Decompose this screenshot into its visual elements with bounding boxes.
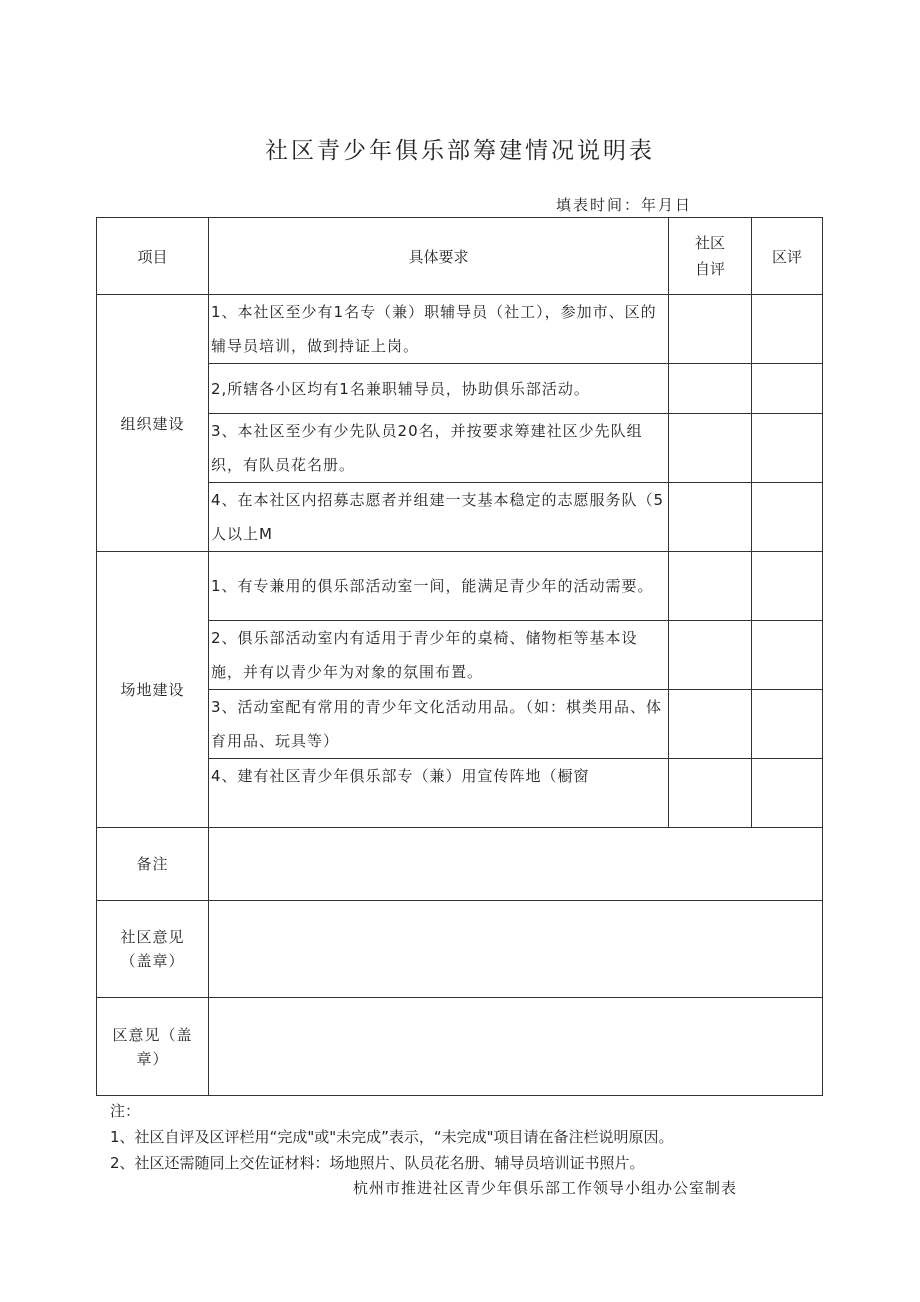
district-opinion-field[interactable] (209, 998, 823, 1096)
requirement-cell: 3、本社区至少有少先队员20名，并按要求筹建社区少先队组织，有队员花名册。 (209, 414, 669, 483)
remark-label: 备注 (97, 828, 209, 901)
header-requirement: 具体要求 (209, 218, 669, 295)
district-eval-cell[interactable] (752, 483, 823, 552)
remark-field[interactable] (209, 828, 823, 901)
requirement-cell: 4、建有社区青少年俱乐部专（兼）用宣传阵地（橱窗 (209, 759, 669, 828)
district-eval-cell[interactable] (752, 759, 823, 828)
note-line-2: 2、社区还需随同上交佐证材料：场地照片、队员花名册、辅导员培训证书照片。 (110, 1154, 645, 1172)
district-eval-cell[interactable] (752, 414, 823, 483)
notes-heading: 注： (110, 1102, 141, 1120)
requirement-cell: 1、有专兼用的俱乐部活动室一间，能满足青少年的活动需要。 (209, 552, 669, 621)
section-name-venue: 场地建设 (97, 552, 209, 828)
self-eval-cell[interactable] (669, 295, 752, 364)
district-opinion-label: 区意见（盖 章） (97, 998, 209, 1096)
notes-section (110, 1098, 674, 1176)
issuer-footer: 杭州市推进社区青少年俱乐部工作领导小组办公室制表 (353, 1179, 738, 1197)
section-name-organization: 组织建设 (97, 295, 209, 552)
self-eval-cell[interactable] (669, 414, 752, 483)
community-opinion-row (97, 901, 823, 998)
self-eval-cell[interactable] (669, 759, 752, 828)
community-opinion-field[interactable] (209, 901, 823, 998)
requirement-cell: 1、本社区至少有1名专（兼）职辅导员（社工），参加市、区的辅导员培训，做到持证上岗。 (209, 295, 669, 364)
header-district-eval: 区评 (752, 218, 823, 295)
requirement-cell: 2,所辖各小区均有1名兼职辅导员，协助俱乐部活动。 (209, 364, 669, 414)
requirement-cell: 3、活动室配有常用的青少年文化活动用品。（如：棋类用品、体育用品、玩具等） (209, 690, 669, 759)
district-eval-cell[interactable] (752, 364, 823, 414)
page-title: 社区青少年俱乐部筹建情况说明表 (265, 138, 655, 164)
self-eval-cell[interactable] (669, 621, 752, 690)
note-line-1: 1、社区自评及区评栏用“完成"或"未完成”表示，“未完成"项目请在备注栏说明原因。 (110, 1128, 674, 1146)
evaluation-table (96, 217, 823, 1096)
requirement-cell: 2、俱乐部活动室内有适用于青少年的桌椅、储物柜等基本设施，并有以青少年为对象的氛围布置。 (209, 621, 669, 690)
community-opinion-label: 社区意见 （盖章） (97, 901, 209, 998)
header-self-eval: 社区 自评 (669, 218, 752, 295)
district-eval-cell[interactable] (752, 621, 823, 690)
district-eval-cell[interactable] (752, 690, 823, 759)
self-eval-cell[interactable] (669, 552, 752, 621)
self-eval-cell[interactable] (669, 690, 752, 759)
self-eval-cell[interactable] (669, 483, 752, 552)
district-opinion-row (97, 998, 823, 1096)
district-eval-cell[interactable] (752, 295, 823, 364)
header-item: 项目 (97, 218, 209, 295)
table-row (97, 552, 823, 621)
fill-time-label: 填表时间：年月日 (556, 196, 693, 214)
table-header-row (97, 218, 823, 295)
district-eval-cell[interactable] (752, 552, 823, 621)
requirement-cell: 4、在本社区内招募志愿者并组建一支基本稳定的志愿服务队（5人以上M (209, 483, 669, 552)
self-eval-cell[interactable] (669, 364, 752, 414)
remark-row (97, 828, 823, 901)
table-row (97, 295, 823, 364)
